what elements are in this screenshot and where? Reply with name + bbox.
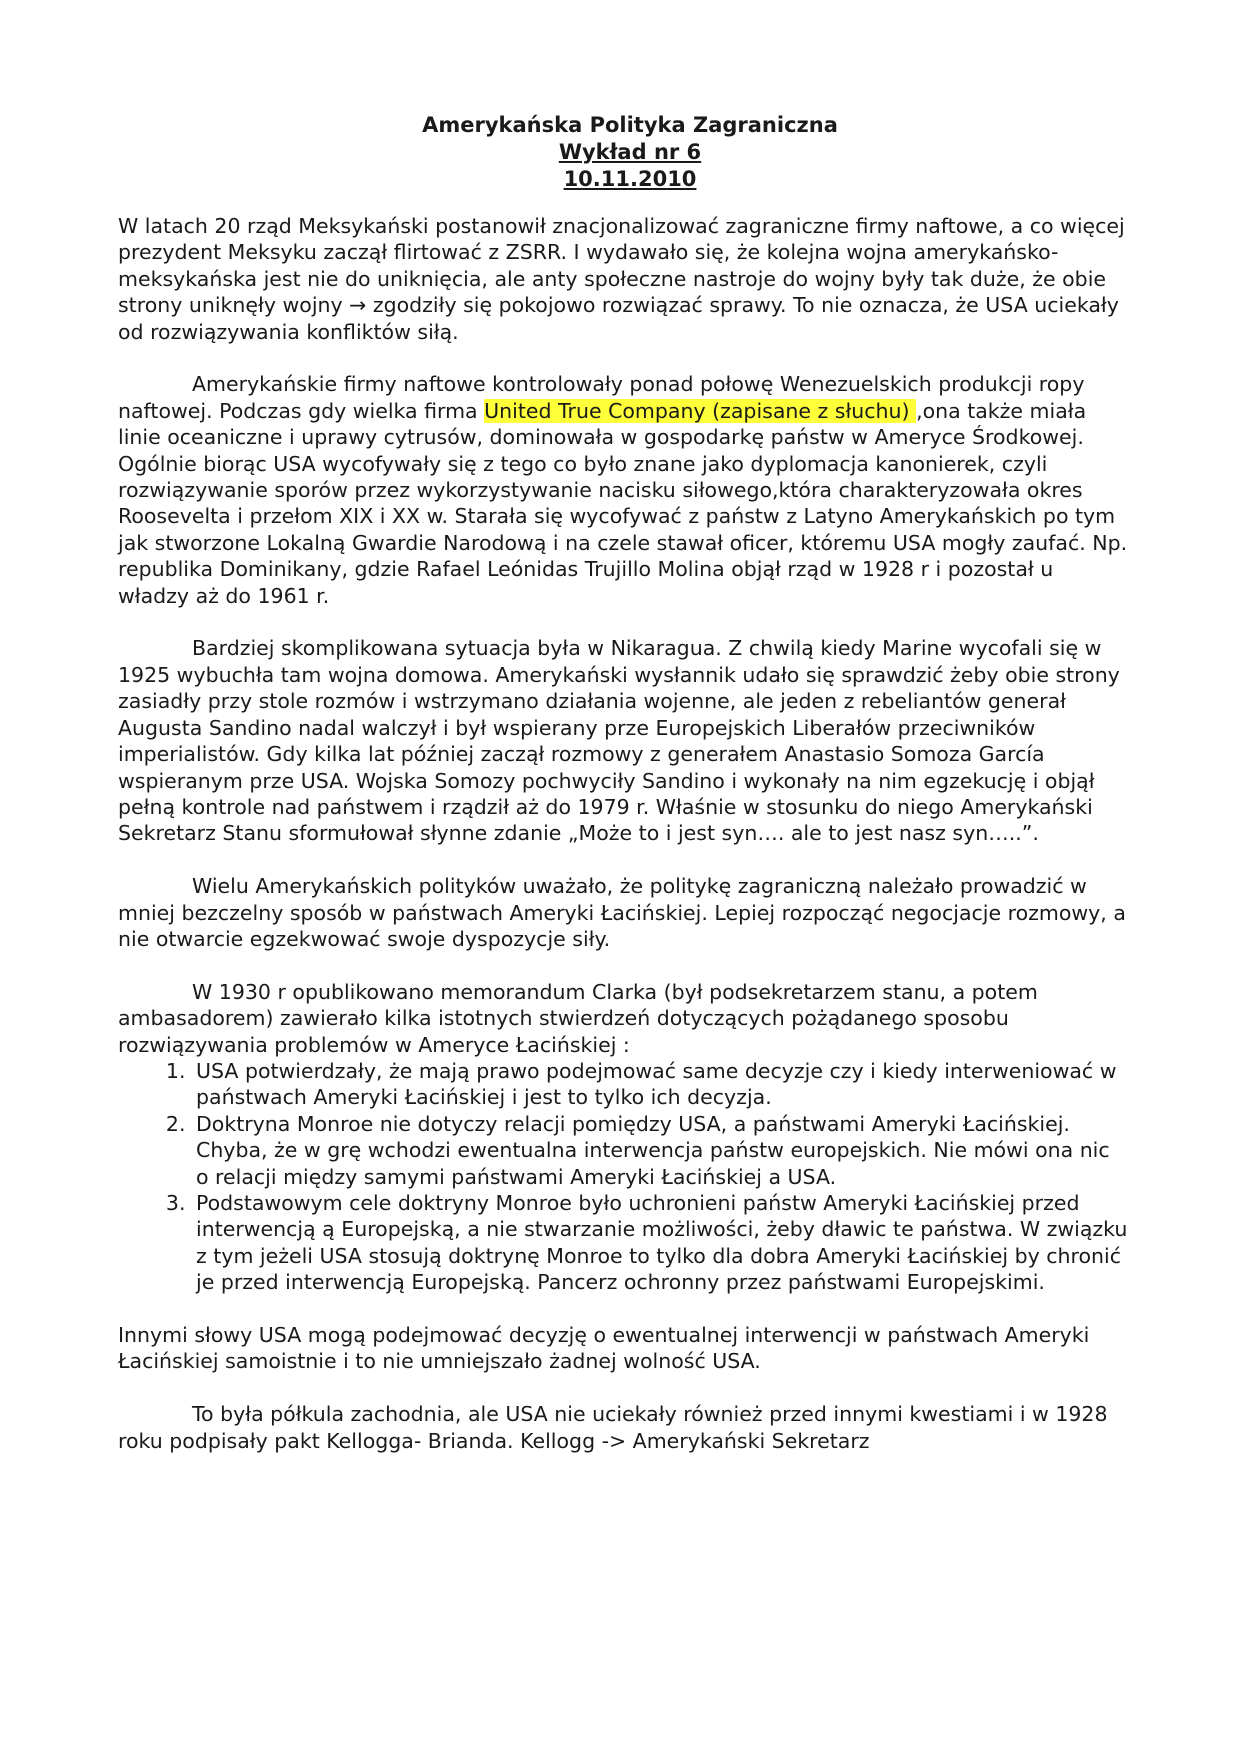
- title-block: [132, 112, 1128, 193]
- paragraph-3: Bardziej skomplikowana sytuacja była w Nikaragua. Z chwilą kiedy Marine wycofali się w 1925 wybuchła tam wojna domowa. Amerykański wysłannik udało się sprawdzić żeby obie strony zasiadły przy stole rozmów i wstrzymano działania wojenne, ale jeden z rebeliantów generał Augusta Sandino nadal walczył i był wspierany prze Europejskich Liberałów przeciwników imperialistów. Gdy kilka lat później zaczął rozmowy z generałem Anastasio Somoza García wspieranym prze USA. Wojska Somozy pochwyciły Sandino i wykonały na nim egzekucję i objął pełną kontrole nad państwem i rządził aż do 1979 r. Właśnie w stosunku do niego Amerykański Sekretarz Stanu sformułował słynne zdanie „Może to i jest syn…. ale to jest nasz syn…..”.: [118, 636, 1120, 846]
- highlighted-text: United True Company (zapisane z słuchu): [484, 398, 917, 423]
- paragraph-4: Wielu Amerykańskich polityków uważało, że politykę zagraniczną należało prowadzić w mniej bezczelny sposób w państwach Ameryki Łacińskiej. Lepiej rozpocząć negocjacje rozmowy, a nie otwarcie egzekwować swoje dyspozycje siły.: [118, 874, 1126, 951]
- paragraph-1: W latach 20 rząd Meksykański postanowił znacjonalizować zagraniczne firmy naftowe, a co więcej prezydent Meksyku zaczął flirtować z ZSRR. I wydawało się, że kolejna wojna amerykańsko-meksykańska jest nie do uniknięcia, ale anty społeczne nastroje do wojny były tak duże, że obie strony uniknęły wojny → zgodziły się pokojowo rozwiązać sprawy. To nie oznacza, że USA uciekały od rozwiązywania konfliktów siłą.: [118, 214, 1125, 344]
- lecture-number: Wykład nr 6: [558, 140, 702, 164]
- numbered-list: [118, 1058, 1128, 1296]
- paragraph-5: W 1930 r opublikowano memorandum Clarka (był podsekretarzem stanu, a potem ambasadorem) zawierało kilka istotnych stwierdzeń dotyczących pożądanego sposobu rozwiązywania problemów w Ameryce Łacińskiej :: [118, 979, 1038, 1057]
- list-item: 2. Doktryna Monroe nie dotyczy relacji pomiędzy USA, a państwami Ameryki Łacińskiej. Chyba, że w grę wchodzi ewentualna interwencja państw europejskich. Nie mówi ona nic o relacji między samymi państwami Ameryki Łacińskiej a USA.: [192, 1111, 1128, 1190]
- document-page: [118, 112, 1128, 1454]
- paragraph-2: [118, 371, 1128, 609]
- paragraph-2-text-b: ,ona także miała linie oceaniczne i uprawy cytrusów, dominowała w gospodarkę państw w Ameryce Środkowej. Ogólnie biorąc USA wycofywały się z tego co było znane jako dyplomacja kanonierek, czyli rozwiązywanie sporów przez wykorzystywanie nacisku siłowego,która charakteryzowała okres Roosevelta i przełom XIX i XX w. Starała się wycofywać z państw z Latyno Amerykańskich po tym jak stworzone Lokalną Gwardie Narodową i na czele stawał oficer, któremu USA mogły zaufać. Np. republika Dominikany, gdzie Rafael Leónidas Trujillo Molina objął rząd w 1928 r i pozostał u władzy aż do 1961 r.: [118, 398, 1128, 608]
- list-item: 3. Podstawowym cele doktryny Monroe było uchronieni państw Ameryki Łacińskiej przed interwencją ą Europejską, a nie stwarzanie możliwości, żeby dławic te państwa. W związku z tym jeżeli USA stosują doktrynę Monroe to tylko dla dobra Ameryki Łacińskiej by chronić je przed interwencją Europejską. Pancerz ochronny przez państwami Europejskimi.: [192, 1190, 1128, 1296]
- paragraph-2-text-a: Amerykańskie firmy naftowe kontrolowały ponad połowę Wenezuelskich produkcji ropy naftowej. Podczas gdy wielka firma: [118, 372, 1085, 423]
- paragraph-6: Innymi słowy USA mogą podejmować decyzję o ewentualnej interwencji w państwach Ameryki Łacińskiej samoistnie i to nie umniejszało żadnej wolność USA.: [118, 1322, 1090, 1374]
- paragraph-7: To była półkula zachodnia, ale USA nie uciekały również przed innymi kwestiami i w 1928 roku podpisały pakt Kellogga- Brianda. Kellogg -> Amerykański Sekretarz: [118, 1402, 1108, 1453]
- lecture-date: 10.11.2010: [563, 167, 697, 191]
- list-item: 1. USA potwierdzały, że mają prawo podejmować same decyzje czy i kiedy interweniować w państwach Ameryki Łacińskiej i jest to tylko ich decyzja.: [192, 1058, 1128, 1111]
- document-title: Amerykańska Polityka Zagraniczna: [422, 113, 838, 137]
